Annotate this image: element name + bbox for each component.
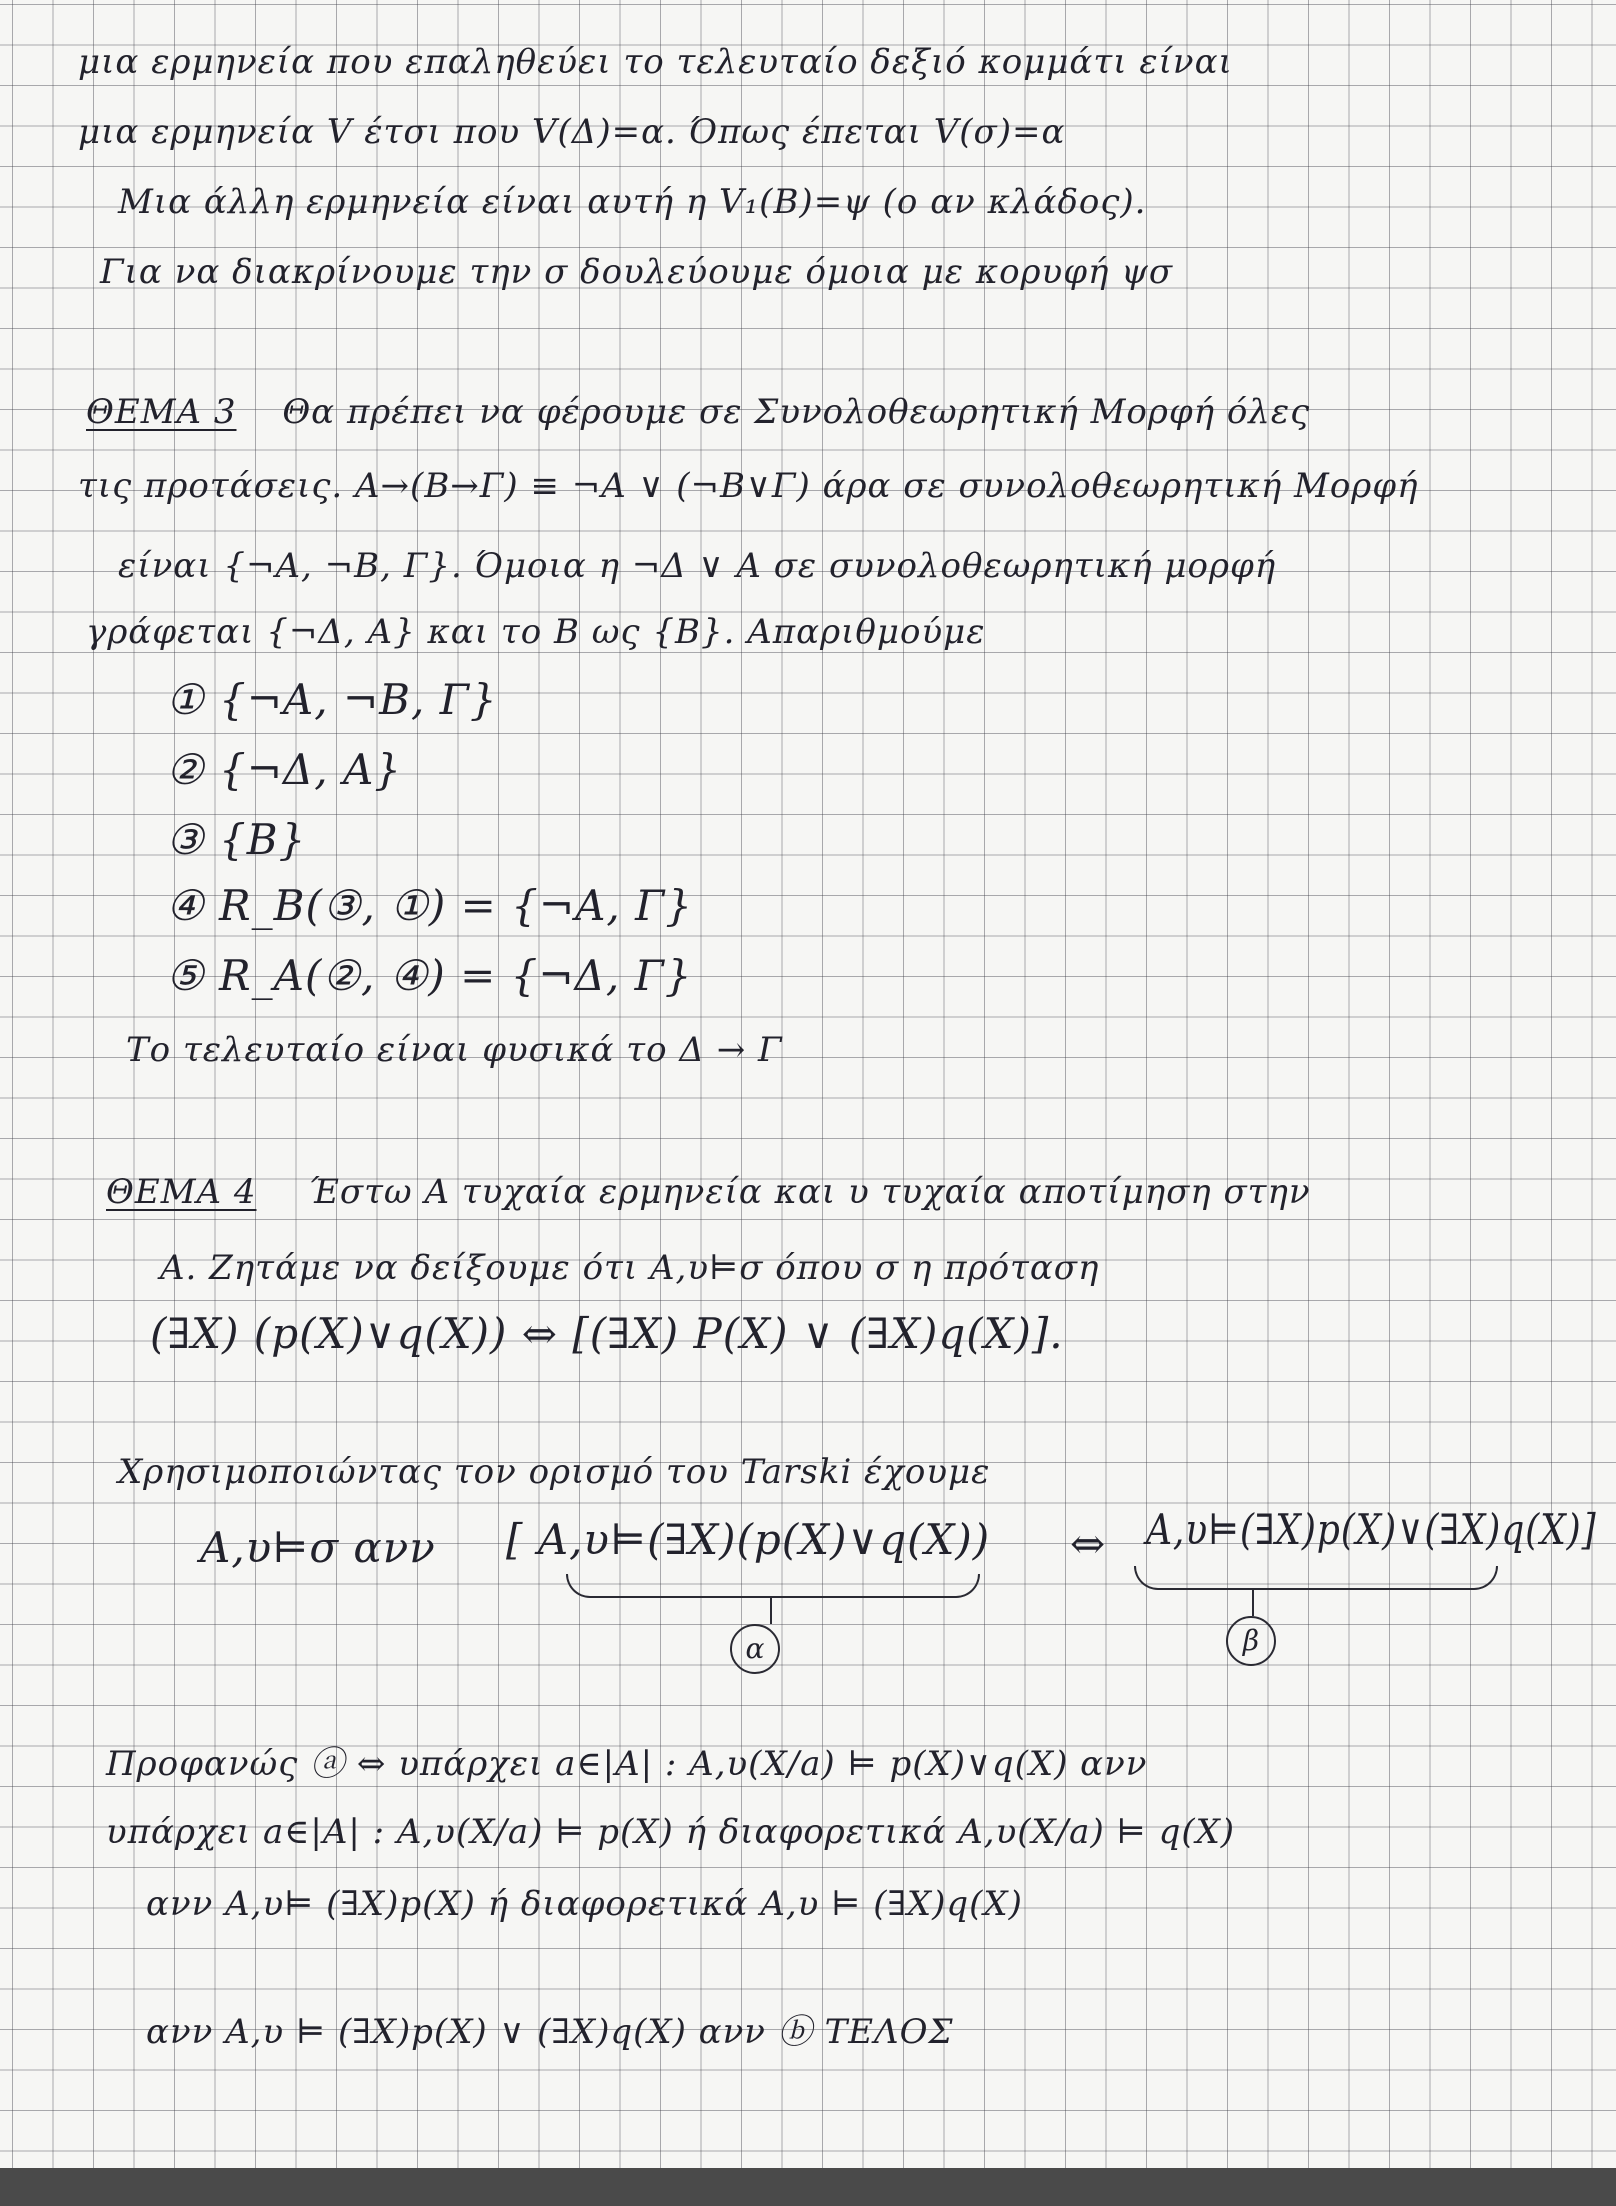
text-line-2: μια ερμηνεία V έτσι που V(Δ)=α. Όπως έπεται V(σ)=α — [78, 112, 1066, 152]
resolution-step-5: ⑤ R_A(②, ④) = {¬Δ, Γ} — [166, 951, 693, 1000]
thema4-line-1: Έστω A τυχαία ερμηνεία και υ τυχαία αποτίμηση στην — [308, 1172, 1311, 1212]
proof-line-3: ανν A,υ⊨ (∃X)p(X) ή διαφορετικά A,υ ⊨ (∃X)q(X) — [146, 1884, 1023, 1924]
resolution-step-4: ④ R_B(③, ①) = {¬A, Γ} — [166, 881, 693, 930]
tarski-line: Χρησιμοποιώντας τον ορισμό του Tarski έχουμε — [118, 1452, 991, 1492]
thema3-heading: ΘΕΜΑ 3 — [86, 392, 237, 432]
brace-b-tip — [1252, 1588, 1254, 1616]
thema3-conclusion: Το τελευταίο είναι φυσικά το Δ → Γ — [126, 1030, 783, 1070]
thema3-line-4: γράφεται {¬Δ, A} και το B ως {B}. Απαριθμούμε — [86, 612, 986, 652]
brace-a — [566, 1574, 980, 1598]
proof-line-1: Προφανώς ⓐ ⇔ υπάρχει a∈|A| : A,υ(X/a) ⊨ p(X)∨q(X) ανν — [106, 1744, 1148, 1784]
thema4-heading: ΘΕΜΑ 4 — [106, 1172, 257, 1212]
brace-a-label: α — [730, 1624, 780, 1674]
proof-line-2: υπάρχει a∈|A| : A,υ(X/a) ⊨ p(X) ή διαφορετικά A,υ(X/a) ⊨ q(X) — [106, 1812, 1236, 1852]
resolution-step-2: ② {¬Δ, A} — [166, 745, 403, 794]
thema3-line-1: Θα πρέπει να φέρουμε σε Συνολοθεωρητική Μορφή όλες — [282, 392, 1311, 432]
iff-line-mid: [ A,υ⊨(∃X)(p(X)∨q(X)) — [506, 1515, 991, 1564]
thema3-line-2: τις προτάσεις. A→(B→Γ) ≡ ¬A ∨ (¬B∨Γ) άρα σε συνολοθεωρητική Μορφή — [78, 466, 1419, 506]
resolution-step-1: ① {¬A, ¬B, Γ} — [166, 675, 498, 724]
brace-a-tip — [770, 1596, 772, 1624]
thema3-line-3: είναι {¬A, ¬B, Γ}. Όμοια η ¬Δ ∨ A σε συνολοθεωρητική μορφή — [118, 546, 1277, 586]
thema4-block — [106, 1172, 1311, 1212]
resolution-step-3: ③ {B} — [166, 815, 307, 864]
brace-b-label: β — [1226, 1616, 1276, 1666]
thema4-line-2: A. Ζητάμε να δείξουμε ότι A,υ⊨σ όπου σ η πρόταση — [160, 1248, 1100, 1288]
iff-line-left: A,υ⊨σ ανν — [200, 1523, 436, 1572]
iff-symbol: ⇔ — [1070, 1519, 1107, 1568]
text-line-3: Μια άλλη ερμηνεία είναι αυτή η V₁(B)=ψ (ο αν κλάδος). — [118, 182, 1147, 222]
thema3-block — [86, 392, 1310, 432]
thema4-equivalence: (∃X) (p(X)∨q(X)) ⇔ [(∃X) P(X) ∨ (∃X)q(X)]. — [150, 1309, 1064, 1358]
brace-b — [1134, 1566, 1498, 1590]
iff-line-right: A,υ⊨(∃X)p(X)∨(∃X)q(X)] — [1146, 1505, 1597, 1554]
proof-line-4: ανν A,υ ⊨ (∃X)p(X) ∨ (∃X)q(X) ανν ⓑ ΤΕΛΟΣ — [146, 2012, 954, 2052]
text-line-4: Για να διακρίνουμε την σ δουλεύουμε όμοια με κορυφή ψσ — [100, 252, 1174, 292]
text-line-1: μια ερμηνεία που επαληθεύει το τελευταίο δεξιό κομμάτι είναι — [78, 42, 1233, 82]
scan-edge — [0, 2168, 1616, 2206]
